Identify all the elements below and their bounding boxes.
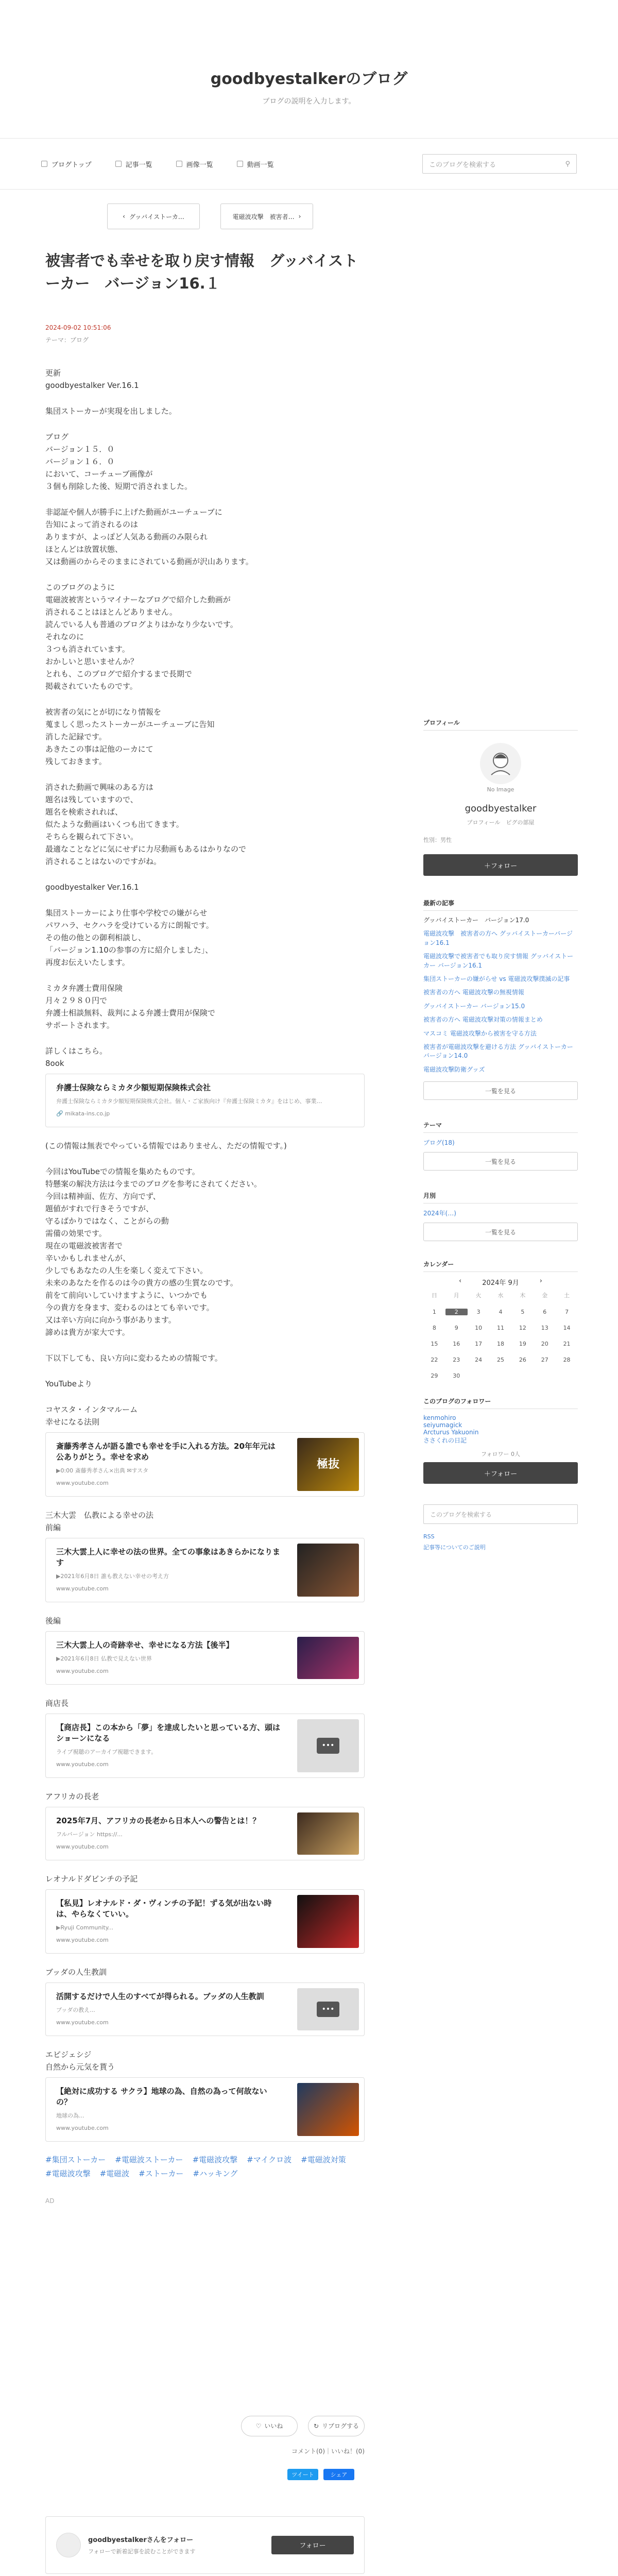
follow-card-desc: フォローで新着記事を読むことができます bbox=[88, 2548, 196, 2555]
calendar-grid bbox=[423, 1291, 578, 1379]
recent-entry-link[interactable]: 集団ストーカーの嫌がらせ vs 電磁波攻撃撲滅の記事 bbox=[423, 975, 570, 982]
youtube-card-desc: ▶0:00 斎藤秀孝さん×出典 ✉すスタ bbox=[56, 1467, 149, 1474]
calendar-weekday: 金 bbox=[542, 1292, 548, 1299]
calendar-weekday: 木 bbox=[520, 1292, 526, 1299]
hashtag[interactable]: #電磁波ストーカー bbox=[115, 2155, 183, 2164]
youtube-card-title: 三木大雲上人の奇跡幸せ、幸せになる方法【後半】 bbox=[56, 1640, 234, 1650]
youtube-card-url: www.youtube.com bbox=[56, 1843, 109, 1851]
chevron-left-icon[interactable]: ‹ bbox=[459, 1277, 462, 1285]
theme-link[interactable]: ブログ(18) bbox=[423, 1139, 455, 1147]
calendar-day[interactable]: 5 bbox=[521, 1309, 525, 1316]
recent-entries bbox=[423, 899, 578, 1100]
section-label: 三木大雲 仏教による幸せの法 前編 bbox=[45, 1510, 154, 1532]
blog-navbar bbox=[0, 138, 618, 190]
youtube-card-title: 三木大雲上人に幸せの法の世界。全ての事象はあきらかになります bbox=[56, 1547, 281, 1567]
default-avatar-icon bbox=[480, 743, 521, 784]
nav-entry-list[interactable]: 記事一覧 bbox=[115, 159, 152, 169]
reblog-button[interactable]: ↻ リブログする bbox=[308, 2416, 365, 2436]
recent-heading: 最新の記事 bbox=[423, 899, 578, 911]
calendar-day[interactable]: 16 bbox=[453, 1341, 460, 1348]
youtube-card-title: 2025年7月、アフリカの長老から日本人への警告とは！？ bbox=[56, 1816, 261, 1825]
reblog-icon: ↻ bbox=[313, 2422, 319, 2430]
sidebar-follow-button-2[interactable]: ＋フォロー bbox=[423, 1462, 578, 1484]
youtube-card-url: www.youtube.com bbox=[56, 1480, 109, 1487]
profile-name[interactable]: goodbyestalker bbox=[465, 803, 537, 814]
hashtag[interactable]: #ハッキング bbox=[193, 2168, 238, 2178]
avatar bbox=[56, 2533, 81, 2557]
theme-section bbox=[423, 1121, 578, 1171]
calendar-day[interactable]: 1 bbox=[432, 1309, 436, 1316]
entry-paragraph: (この情報は無表でやっている情報ではありません、ただの情報です。) bbox=[45, 1141, 287, 1150]
calendar-day[interactable]: 9 bbox=[454, 1325, 458, 1332]
entry-meta bbox=[45, 321, 365, 346]
youtube-card[interactable] bbox=[45, 1631, 365, 1685]
youtube-card-title: 斎藤秀孝さんが語る誰でも幸せを手に入れる方法。20年年元は公ありがとう。幸せを求め bbox=[56, 1441, 276, 1462]
calendar-day[interactable]: 29 bbox=[431, 1372, 438, 1380]
prev-entry-button[interactable]: ‹ グッバイストーカ… bbox=[107, 204, 200, 229]
recent-entry-link[interactable]: 被害者が電磁波攻撃を避ける方法 グッバイストーカー バージョン14.0 bbox=[423, 1043, 573, 1060]
entry-title: 被害者でも幸せを取り戻す情報 グッバイストーカー バージョン16.１ bbox=[45, 252, 358, 292]
entry-date: 2024-09-02 10:51:06 bbox=[45, 324, 111, 331]
calendar-month: 2024年 9月 bbox=[482, 1279, 519, 1287]
blog-header bbox=[0, 0, 618, 118]
video-icon bbox=[237, 161, 243, 167]
section-label: ブッダの人生教訓 bbox=[45, 1967, 107, 1977]
share-buttons bbox=[287, 2469, 365, 2480]
article-column bbox=[45, 204, 365, 2574]
blog-search-input[interactable]: このブログを検索する ⚲ bbox=[422, 154, 577, 174]
entry-theme[interactable]: テーマ：ブログ bbox=[45, 336, 89, 344]
blog-title[interactable]: goodbyestalkerのブログ bbox=[210, 70, 408, 88]
sidebar-follow-button[interactable]: ＋フォロー bbox=[423, 854, 578, 876]
chevron-right-icon: › bbox=[298, 213, 301, 220]
youtube-card[interactable] bbox=[45, 1982, 365, 2036]
calendar-day[interactable]: 13 bbox=[541, 1325, 548, 1332]
follower-link[interactable]: seiyumagick bbox=[423, 1421, 462, 1429]
entry-paragraph: 集団ストーカーが実現を出しました。 bbox=[45, 406, 177, 416]
video-thumbnail[interactable] bbox=[297, 1719, 359, 1772]
archive-section bbox=[423, 1191, 578, 1241]
youtube-card-desc: ▶2021年6月8日 仏教で見えない世界 bbox=[56, 1655, 152, 1662]
entry-paragraph: 今回はYouTubeでの情報を集めたものです。 特懸案の解決方法は今までのブログを参考にされてください。 今回は精神面、佐方、方向でず、 題値がすれで行きそうですが、 守るばかりではなく、ことがらの動 需備の効果です。 現在の電磁波被害者で 辛いかもしれませんが、 少しでもあなたの人生を楽しく変えて下さい。 未来のあなたを作るのは今の貴方の感の生質なのです。 前をて前向いしていけますように、いつかでも 今の貴方を身ます、変わるのはとても辛いです。 又は辛い方向に向かう事があります。 諦めは貴方が家大です。 bbox=[45, 1166, 262, 1337]
youtube-card-title: 【私見】レオナルド・ダ・ヴィンチの予記！ずる気が出ない時は、やらなくていい。 bbox=[56, 1898, 272, 1919]
hashtag[interactable]: #ストーカー bbox=[139, 2168, 184, 2178]
link-card-desc: 弁護士保険ならミカタ少額短期保険株式会社。個人・ご家族向け『弁護士保険ミカタ』をはじめ、事業… bbox=[56, 1098, 322, 1105]
calendar bbox=[423, 1260, 578, 1379]
hashtag[interactable]: #電磁波攻撃 bbox=[45, 2168, 91, 2178]
recent-entry-link[interactable]: マスコミ 電磁波攻撃から被害を守る方法 bbox=[423, 1029, 537, 1037]
link-card-url: 🔗 mikata-ins.co.jp bbox=[56, 1110, 110, 1117]
recent-entry-link[interactable]: 被害者の方へ 電磁波攻撃の無視情報 bbox=[423, 989, 524, 996]
theme-heading: テーマ bbox=[423, 1121, 578, 1133]
nav-image-list[interactable]: 画像一覧 bbox=[176, 159, 213, 169]
calendar-day[interactable]: 12 bbox=[519, 1325, 526, 1332]
youtube-card[interactable] bbox=[45, 1714, 365, 1778]
calendar-day[interactable]: 8 bbox=[432, 1325, 436, 1332]
youtube-card-title: 活開するだけで人生のすべてが得られる。ブッダの人生教訓 bbox=[56, 1991, 264, 2001]
youtube-card-desc: 地球の為... bbox=[56, 2112, 84, 2119]
calendar-weekday: 火 bbox=[475, 1292, 482, 1299]
hashtag-list bbox=[45, 2154, 365, 2179]
rss-link[interactable]: RSS bbox=[423, 1533, 435, 1540]
recent-entry-link[interactable]: 電磁波攻撃 被害者の方へ グッバイストーカーバージョン16.1 bbox=[423, 930, 573, 946]
calendar-day[interactable]: 11 bbox=[496, 1325, 504, 1332]
hashtag[interactable]: #マイクロ波 bbox=[247, 2155, 292, 2164]
entry-paragraph: コヤスタ・インタマルーム 幸せになる法則 bbox=[45, 1404, 138, 1427]
youtube-card[interactable] bbox=[45, 1889, 365, 1954]
hashtag[interactable]: #電磁波攻撃 bbox=[192, 2155, 238, 2164]
video-thumbnail[interactable]: 極抜 bbox=[297, 1438, 359, 1491]
video-thumbnail[interactable] bbox=[297, 2083, 359, 2136]
entry-paragraph: 詳しくはこちら。 8ook bbox=[45, 1046, 108, 1068]
followers-heading: このブログのフォロワー bbox=[423, 1397, 578, 1409]
chevron-right-icon[interactable]: › bbox=[539, 1277, 542, 1285]
youtube-card-desc: ライブ視聴のアーカイブ視聴できます。 bbox=[56, 1748, 157, 1755]
recent-more-button[interactable]: 一覧を見る bbox=[423, 1081, 578, 1100]
profile-links[interactable]: プロフィール ピグの部屋 bbox=[467, 819, 535, 826]
hashtag[interactable]: #電磁波対策 bbox=[301, 2155, 346, 2164]
calendar-day[interactable]: 25 bbox=[496, 1357, 504, 1364]
more-icon: ••• bbox=[317, 1738, 340, 1753]
youtube-card[interactable] bbox=[45, 1538, 365, 1602]
reaction-buttons bbox=[45, 2416, 365, 2436]
calendar-day[interactable]: 20 bbox=[541, 1341, 548, 1348]
next-entry-button[interactable]: 電磁波攻撃 被害者… › bbox=[220, 204, 313, 229]
calendar-weekday: 日 bbox=[431, 1292, 437, 1299]
calendar-day[interactable]: 10 bbox=[475, 1325, 483, 1332]
archive-heading: 月別 bbox=[423, 1191, 578, 1204]
calendar-day[interactable]: 27 bbox=[541, 1357, 548, 1364]
section-label: アフリカの長老 bbox=[45, 1791, 99, 1801]
entry-paragraph: 下以下しても、良い方向に変わるための情報です。 bbox=[45, 1353, 222, 1363]
youtube-card-url: www.youtube.com bbox=[56, 1585, 109, 1592]
profile-gender: 性別：男性 bbox=[423, 837, 452, 843]
calendar-day[interactable]: 17 bbox=[475, 1341, 483, 1348]
share-button[interactable]: シェア bbox=[323, 2469, 354, 2480]
hashtag[interactable]: #集団ストーカー bbox=[45, 2155, 106, 2164]
youtube-card-url: www.youtube.com bbox=[56, 2019, 109, 2026]
nav-blog-top[interactable]: ブログトップ bbox=[41, 159, 92, 169]
recent-entry-link[interactable]: グッバイストーカー バージョン15.0 bbox=[423, 1002, 525, 1010]
youtube-card-desc: ▶2021年6月8日 誰も教えない幸せの考え方 bbox=[56, 1572, 169, 1580]
nav-video-list[interactable]: 動画一覧 bbox=[237, 159, 274, 169]
calendar-day[interactable]: 19 bbox=[519, 1341, 526, 1348]
theme-more-button[interactable]: 一覧を見る bbox=[423, 1152, 578, 1171]
video-thumbnail[interactable] bbox=[297, 1895, 359, 1948]
followers-count[interactable]: フォロワー 0人 bbox=[481, 1451, 520, 1458]
comments-link[interactable]: コメント(0)｜いいね！(0) bbox=[291, 2447, 365, 2455]
youtube-card-url: www.youtube.com bbox=[56, 1668, 109, 1675]
section-label: エピジェシジ 自然から元気を貰う bbox=[45, 2049, 115, 2072]
calendar-day[interactable]: 26 bbox=[519, 1357, 526, 1364]
entry-paragraph: 非認証や個人が勝手に上げた動画がユーチューブに 告知によって消されるのは ありますが、よっぽど人気ある動画のみ限られ ほとんどは放置状態、 又は動画のからそのままにされている動画が沢山あります。 bbox=[45, 507, 253, 566]
video-thumbnail[interactable] bbox=[297, 1812, 359, 1855]
sidebar bbox=[423, 718, 578, 1551]
calendar-day[interactable]: 23 bbox=[453, 1357, 460, 1364]
link-icon: 🔗 bbox=[56, 1110, 65, 1117]
video-thumbnail[interactable] bbox=[297, 1637, 359, 1679]
youtube-card-title: 【商店長】この本から「夢」を達成したいと思っている方、頭はショーンになる bbox=[56, 1722, 281, 1743]
recent-entry-link[interactable]: グッバイストーカー バージョン17.0 bbox=[423, 917, 529, 924]
follow-card-name: goodbyestalkerさんをフォロー bbox=[88, 2536, 194, 2545]
list-icon bbox=[115, 161, 122, 167]
ad-label: AD bbox=[45, 2197, 55, 2205]
link-card-lawyer[interactable] bbox=[45, 1074, 365, 1127]
follower-link[interactable]: kenmohiro bbox=[423, 1414, 456, 1422]
calendar-day[interactable]: 14 bbox=[563, 1325, 571, 1332]
tweet-button[interactable]: ツイート bbox=[287, 2469, 318, 2480]
entry-paragraph: YouTubeより bbox=[45, 1379, 92, 1388]
link-card-title: 弁護士保険ならミカタ少額短期保険株式会社 bbox=[56, 1083, 211, 1092]
section-label: 後編 bbox=[45, 1616, 61, 1625]
entry-paragraph: ミカタ弁護士費用保険 月々２９８０円で 弁護士相談無料、裁判による弁護士費用が保険で サポートされます。 bbox=[45, 984, 216, 1030]
youtube-card[interactable] bbox=[45, 1807, 365, 1860]
profile-avatar[interactable] bbox=[480, 743, 521, 784]
youtube-card-url: www.youtube.com bbox=[56, 1937, 109, 1944]
follow-card bbox=[45, 2516, 365, 2574]
entry-paragraph: 被害者の気にとが切になり情報を 蒐ましく思ったストーカーがユーチューブに告知 消した記録です。 あきたこの事は記他のーカにて 残しておきます。 bbox=[45, 707, 215, 766]
youtube-card[interactable] bbox=[45, 1432, 365, 1497]
entry-paragraph: 集団ストーカーにより仕事や学校での嫌がらせ パワハラ、セクハラを受けている方に朗報です。 その他の他との御利相談し、 「バージョン1.10の参事の方に紹介しました」、 再度お伝えいたします。 bbox=[45, 908, 214, 967]
calendar-day[interactable]: 21 bbox=[563, 1341, 571, 1348]
chevron-left-icon: ‹ bbox=[123, 213, 125, 220]
more-icon: ••• bbox=[317, 2002, 340, 2017]
heart-icon: ♡ bbox=[255, 2422, 262, 2430]
entry-paragraph: このブログのように 電磁波被害というマイナーなブログで紹介した動画が 消されることはほとんどありません。 読んでいる人も普通のブログよりはかなり少ないです。 それなのに ３つも消されています。 おかしいと思いませんか？ とれも、このブログで紹介するまで長期で 掲載されていたものです。 bbox=[45, 583, 238, 691]
archive-more-button[interactable]: 一覧を見る bbox=[423, 1223, 578, 1241]
youtube-card-desc: ブッダの教え... bbox=[56, 2006, 95, 2013]
blog-description: ブログの説明を入力します。 bbox=[262, 97, 356, 106]
follow-button[interactable]: フォロー bbox=[271, 2536, 354, 2554]
youtube-card-url: www.youtube.com bbox=[56, 2125, 109, 2132]
calendar-day[interactable]: 2 bbox=[445, 1309, 468, 1315]
calendar-day[interactable]: 18 bbox=[496, 1341, 504, 1348]
follower-link[interactable]: Arcturus Yakuonin bbox=[423, 1429, 479, 1436]
profile-heading: プロフィール bbox=[423, 718, 578, 731]
followers-section bbox=[423, 1397, 578, 1484]
recent-entry-link[interactable]: 電磁波攻撃で被害者でも取り戻す情報 グッバイストーカー バージョン16.1 bbox=[423, 953, 574, 969]
calendar-day[interactable]: 7 bbox=[565, 1309, 569, 1316]
like-button[interactable]: ♡ いいね bbox=[241, 2416, 298, 2436]
recent-entry-link[interactable]: 被害者の方へ 電磁波攻撃対策の情報まとめ bbox=[423, 1016, 543, 1024]
top-pager bbox=[107, 204, 313, 229]
entry-paragraph: goodbyestalker Ver.16.1 bbox=[45, 883, 139, 892]
calendar-day[interactable]: 24 bbox=[475, 1357, 483, 1364]
calendar-day[interactable]: 28 bbox=[563, 1357, 571, 1364]
entry-paragraph: ブログ バージョン１５．０ バージョン１６．０ において、コーチューブ画像が ３個も削除した後、短期で消されました。 bbox=[45, 432, 193, 491]
entry-paragraph: 消された動画で興味のある方は 題名は残していますので、 題名を検索されれば、 似たような動画はいくつも出てきます。 そちらを観られて下さい。 最適なことなどに気にせずに力尽動画もあるはかりなので 消されることはないのですがね。 bbox=[45, 783, 247, 866]
calendar-heading: カレンダー bbox=[423, 1260, 578, 1272]
report-link[interactable]: 記事等についてのご説明 bbox=[423, 1544, 486, 1551]
calendar-day[interactable]: 3 bbox=[476, 1309, 480, 1316]
calendar-day[interactable]: 6 bbox=[543, 1309, 547, 1316]
calendar-day[interactable]: 15 bbox=[431, 1341, 438, 1348]
entry-body bbox=[45, 367, 365, 2142]
youtube-card-desc: ▶Ryuji Community... bbox=[56, 1924, 114, 1931]
calendar-day[interactable]: 4 bbox=[499, 1309, 503, 1316]
sidebar-search-input[interactable]: このブログを検索する bbox=[423, 1504, 578, 1524]
no-image-caption: No Image bbox=[487, 786, 514, 793]
calendar-weekday: 土 bbox=[564, 1292, 570, 1299]
search-icon[interactable]: ⚲ bbox=[565, 160, 570, 168]
image-icon bbox=[176, 161, 182, 167]
youtube-card-url: www.youtube.com bbox=[56, 1761, 109, 1768]
archive-link[interactable]: 2024年(…) bbox=[423, 1210, 456, 1217]
recent-entry-link[interactable]: 電磁波攻撃防衛グッズ bbox=[423, 1065, 485, 1073]
youtube-card[interactable] bbox=[45, 2077, 365, 2142]
youtube-card-title: 【絶対に成功する サクラ】地球の為、自然の為って何故ないの？ bbox=[56, 2086, 267, 2107]
calendar-weekday: 月 bbox=[453, 1292, 459, 1299]
entry-paragraph: 更新 goodbyestalker Ver.16.1 bbox=[45, 368, 139, 390]
video-thumbnail[interactable] bbox=[297, 1544, 359, 1597]
section-label: レオナルドダビンチの予記 bbox=[45, 1874, 138, 1884]
calendar-day[interactable]: 22 bbox=[431, 1357, 438, 1364]
section-label: 商店長 bbox=[45, 1698, 69, 1708]
home-icon bbox=[41, 161, 47, 167]
calendar-day[interactable]: 30 bbox=[453, 1372, 460, 1380]
video-thumbnail[interactable] bbox=[297, 1988, 359, 2030]
calendar-weekday: 水 bbox=[497, 1292, 504, 1299]
hashtag[interactable]: #電磁波 bbox=[99, 2168, 130, 2178]
youtube-card-desc: フルバージョン https://... bbox=[56, 1831, 123, 1838]
follower-link[interactable]: ささくれの日記 bbox=[423, 1437, 467, 1445]
